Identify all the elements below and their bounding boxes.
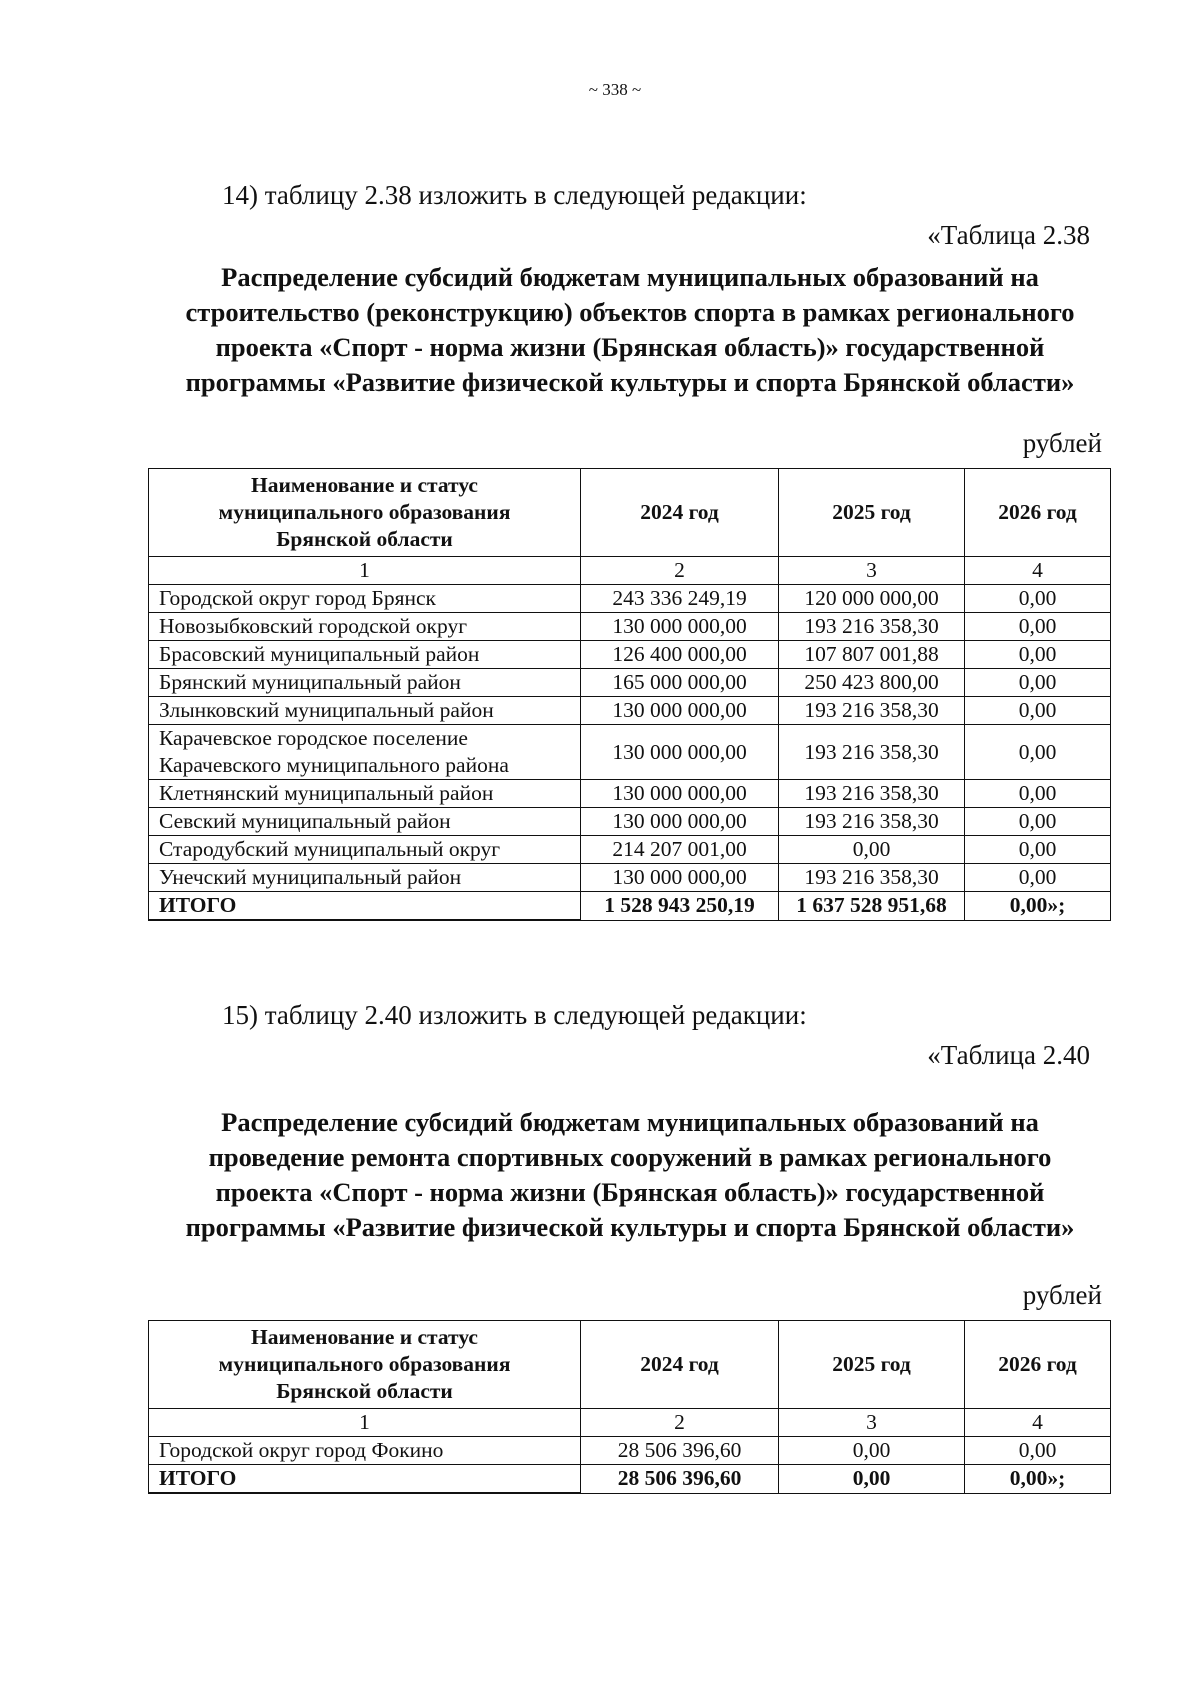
- row-name: Городской округ город Брянск: [149, 585, 581, 613]
- total-2026: 0,00»;: [965, 1465, 1111, 1494]
- row-2024: 130 000 000,00: [581, 613, 779, 641]
- row-2024: 28 506 396,60: [581, 1437, 779, 1465]
- row-2026: 0,00: [965, 669, 1111, 697]
- row-name: Брянский муниципальный район: [149, 669, 581, 697]
- row-2025: 193 216 358,30: [779, 725, 965, 780]
- table-row: [149, 613, 1111, 641]
- row-2025: 193 216 358,30: [779, 780, 965, 808]
- row-2026: 0,00: [965, 725, 1111, 780]
- table-row: [149, 808, 1111, 836]
- table-2-40-unit: рублей: [1022, 1280, 1102, 1310]
- col-number: 2: [581, 557, 779, 585]
- table-2-40-label: «Таблица 2.40: [927, 1040, 1090, 1070]
- row-2026: 0,00: [965, 613, 1111, 641]
- row-2026: 0,00: [965, 585, 1111, 613]
- row-2026: 0,00: [965, 836, 1111, 864]
- item-14-text: 14) таблицу 2.38 изложить в следующей редакции:: [222, 180, 807, 210]
- total-2025: 0,00: [779, 1465, 965, 1494]
- row-2026: 0,00: [965, 864, 1111, 892]
- total-label: ИТОГО: [149, 1465, 581, 1494]
- item-15-text: 15) таблицу 2.40 изложить в следующей редакции:: [222, 1000, 807, 1030]
- row-name: Карачевское городское поселение Карачевского муниципального района: [149, 725, 581, 780]
- row-2025: 193 216 358,30: [779, 864, 965, 892]
- col-number: 1: [149, 557, 581, 585]
- column-number-row: [149, 557, 1111, 585]
- col-number: 4: [965, 1409, 1111, 1437]
- row-2024: 214 207 001,00: [581, 836, 779, 864]
- row-2026: 0,00: [965, 780, 1111, 808]
- title-line: проведение ремонта спортивных сооружений в рамках регионального: [208, 1142, 1052, 1172]
- row-2024: 165 000 000,00: [581, 669, 779, 697]
- row-2025: 193 216 358,30: [779, 808, 965, 836]
- row-name: Севский муниципальный район: [149, 808, 581, 836]
- table-row: [149, 836, 1111, 864]
- row-2025: 0,00: [779, 836, 965, 864]
- row-name: Злынковский муниципальный район: [149, 697, 581, 725]
- title-line: программы «Развитие физической культуры и спорта Брянской области»: [185, 1212, 1075, 1242]
- table-2-38-title: [140, 260, 1120, 400]
- row-name: Клетнянский муниципальный район: [149, 780, 581, 808]
- header-2024: 2024 год: [581, 1321, 779, 1409]
- row-name: Новозыбковский городской округ: [149, 613, 581, 641]
- row-2026: 0,00: [965, 697, 1111, 725]
- table-row: [149, 864, 1111, 892]
- table-2-40: [148, 1320, 1111, 1494]
- row-2026: 0,00: [965, 1437, 1111, 1465]
- table-row: [149, 1437, 1111, 1465]
- table-row: [149, 697, 1111, 725]
- total-row: [149, 892, 1111, 921]
- title-line: Распределение субсидий бюджетам муниципальных образований на: [221, 262, 1039, 292]
- header-2025: 2025 год: [779, 1321, 965, 1409]
- row-2024: 243 336 249,19: [581, 585, 779, 613]
- title-line: проекта «Спорт - норма жизни (Брянская область)» государственной: [215, 1177, 1045, 1207]
- total-2024: 1 528 943 250,19: [581, 892, 779, 921]
- title-line: программы «Развитие физической культуры и спорта Брянской области»: [185, 367, 1075, 397]
- title-line: Распределение субсидий бюджетам муниципальных образований на: [221, 1107, 1039, 1137]
- row-name: Брасовский муниципальный район: [149, 641, 581, 669]
- header-name: Наименование и статус муниципального образования Брянской области: [149, 1321, 581, 1409]
- header-2026: 2026 год: [965, 469, 1111, 557]
- table-row: [149, 725, 1111, 780]
- row-2024: 130 000 000,00: [581, 725, 779, 780]
- row-2026: 0,00: [965, 641, 1111, 669]
- column-number-row: [149, 1409, 1111, 1437]
- col-number: 3: [779, 557, 965, 585]
- row-2025: 120 000 000,00: [779, 585, 965, 613]
- header-2025: 2025 год: [779, 469, 965, 557]
- table-header-row: [149, 1321, 1111, 1409]
- page-number: ~ 338 ~: [588, 80, 642, 99]
- title-line: строительство (реконструкцию) объектов спорта в рамках регионального: [185, 297, 1075, 327]
- row-name: Городской округ город Фокино: [149, 1437, 581, 1465]
- row-2024: 130 000 000,00: [581, 864, 779, 892]
- row-2025: 0,00: [779, 1437, 965, 1465]
- table-2-38-label: «Таблица 2.38: [927, 220, 1090, 250]
- row-2024: 130 000 000,00: [581, 780, 779, 808]
- total-2025: 1 637 528 951,68: [779, 892, 965, 921]
- table-header-row: [149, 469, 1111, 557]
- total-row: [149, 1465, 1111, 1494]
- total-2024: 28 506 396,60: [581, 1465, 779, 1494]
- total-2026: 0,00»;: [965, 892, 1111, 921]
- col-number: 4: [965, 557, 1111, 585]
- row-2024: 130 000 000,00: [581, 808, 779, 836]
- row-2025: 193 216 358,30: [779, 697, 965, 725]
- total-label: ИТОГО: [149, 892, 581, 921]
- title-line: проекта «Спорт - норма жизни (Брянская область)» государственной: [215, 332, 1045, 362]
- header-name: Наименование и статус муниципального образования Брянской области: [149, 469, 581, 557]
- row-2025: 250 423 800,00: [779, 669, 965, 697]
- table-row: [149, 585, 1111, 613]
- table-2-38: [148, 468, 1111, 921]
- row-2026: 0,00: [965, 808, 1111, 836]
- row-2025: 107 807 001,88: [779, 641, 965, 669]
- row-2024: 126 400 000,00: [581, 641, 779, 669]
- row-2025: 193 216 358,30: [779, 613, 965, 641]
- table-row: [149, 780, 1111, 808]
- table-row: [149, 641, 1111, 669]
- header-2024: 2024 год: [581, 469, 779, 557]
- row-name: Стародубский муниципальный округ: [149, 836, 581, 864]
- col-number: 2: [581, 1409, 779, 1437]
- table-row: [149, 669, 1111, 697]
- col-number: 1: [149, 1409, 581, 1437]
- table-2-38-unit: рублей: [1022, 428, 1102, 458]
- col-number: 3: [779, 1409, 965, 1437]
- table-2-40-title: [140, 1105, 1120, 1245]
- row-name: Унечский муниципальный район: [149, 864, 581, 892]
- row-2024: 130 000 000,00: [581, 697, 779, 725]
- header-2026: 2026 год: [965, 1321, 1111, 1409]
